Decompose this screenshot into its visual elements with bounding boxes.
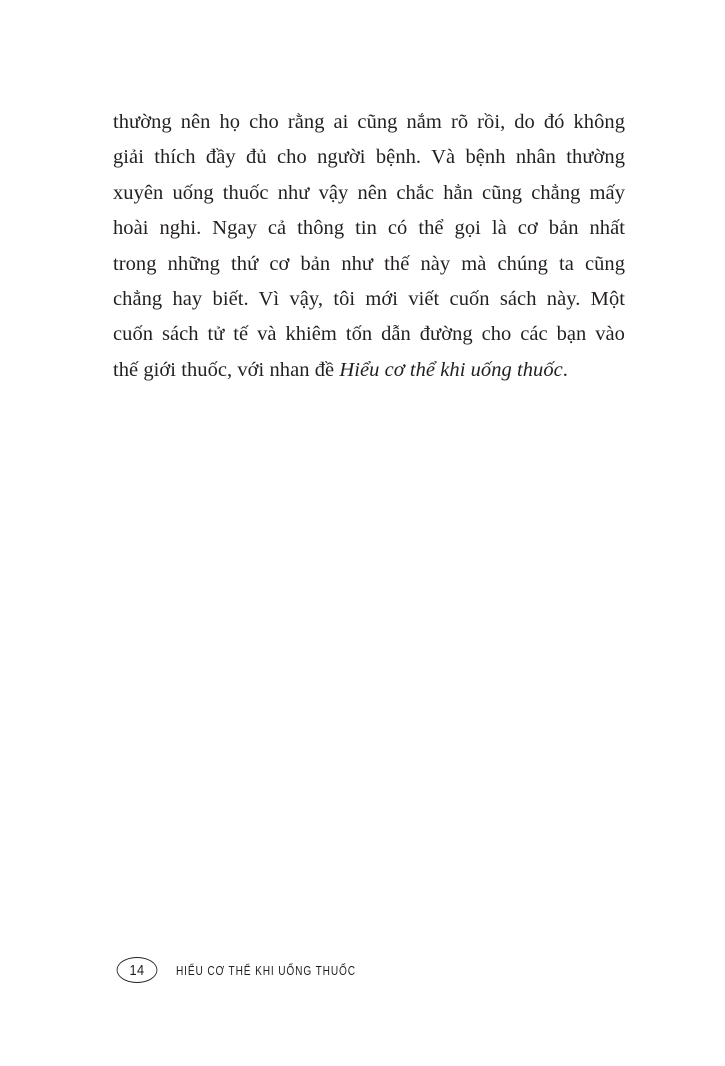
book-title-italic: Hiểu cơ thể khi uống thuốc: [339, 358, 563, 381]
text-line: hoài nghi. Ngay cả thông tin có thể gọi là cơ bản nhất: [113, 217, 625, 240]
text-line-last: [113, 353, 625, 388]
page-footer: [113, 955, 407, 985]
last-line-suffix: .: [562, 358, 568, 381]
text-line: xuyên uống thuốc như vậy nên chắc hẳn cũng chẳng mấy: [113, 181, 625, 204]
running-title: HIỂU CƠ THỂ KHI UỐNG THUỐC: [176, 962, 356, 978]
text-line: trong những thứ cơ bản như thế này mà chúng ta cũng: [113, 252, 625, 275]
text-line: cuốn sách tử tế và khiêm tốn dẫn đường cho các bạn vào: [113, 323, 625, 346]
last-line-prefix: thế giới thuốc, với nhan đề: [113, 358, 340, 381]
body-paragraph: [113, 105, 625, 388]
text-line: chẳng hay biết. Vì vậy, tôi mới viết cuốn sách này. Một: [113, 287, 625, 310]
text-line: giải thích đầy đủ cho người bệnh. Và bệnh nhân thường: [113, 146, 625, 169]
text-line: thường nên họ cho rằng ai cũng nắm rõ rồi, do đó không: [113, 111, 625, 133]
page-number: 14: [117, 957, 158, 983]
